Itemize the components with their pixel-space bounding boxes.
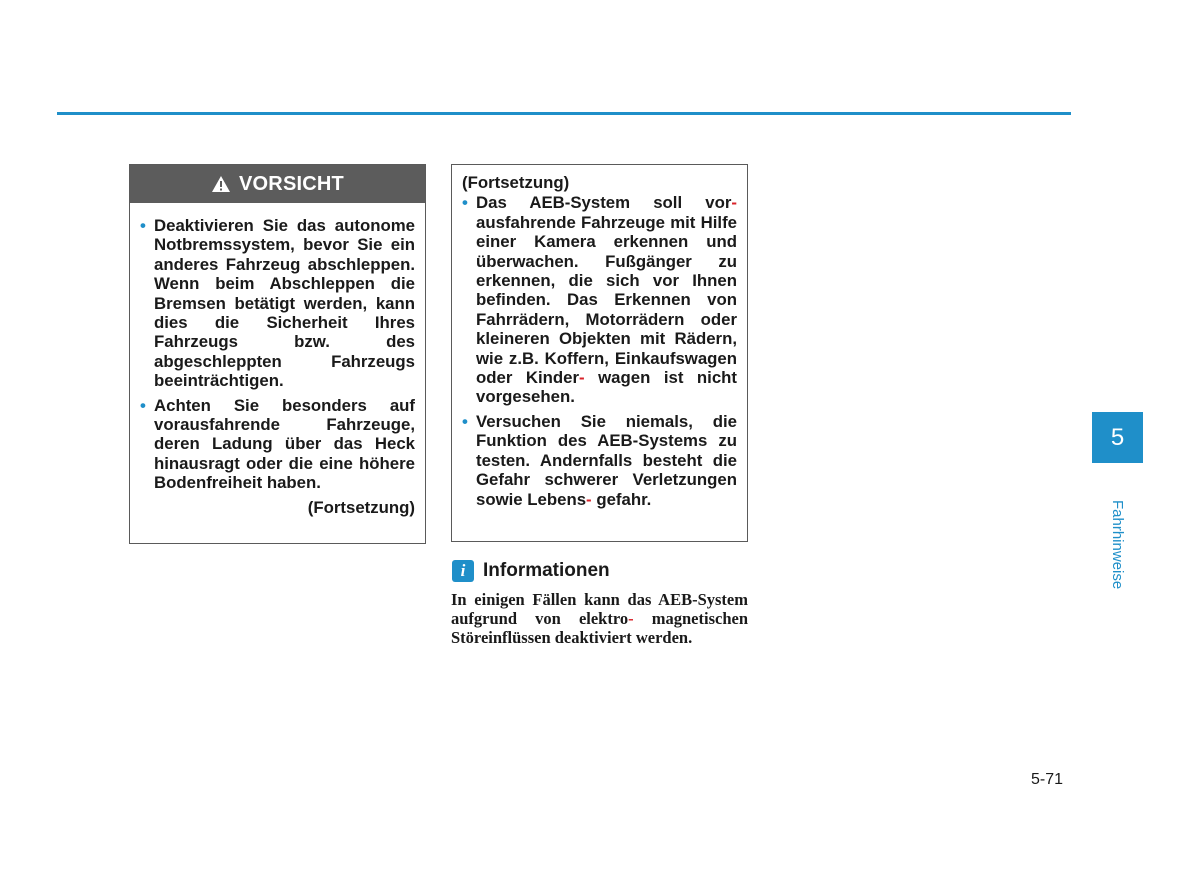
caution-body bbox=[130, 203, 425, 517]
info-heading: Informationen bbox=[483, 560, 610, 581]
hyphen-mark: - bbox=[579, 368, 585, 388]
continuation-label: (Fortsetzung) bbox=[462, 173, 570, 192]
text-segment: ausfahrende Fahrzeuge mit Hilfe einer Kamera erkennen und überwachen. Fußgänger zu erkennen, die sich vor Ihnen befinden. Das Erkennen von Fahrrädern, Motorrädern oder kleineren Objekten mit Rädern, wie z.B. Koffern, Einkaufswagen oder Kinder bbox=[476, 212, 737, 388]
text-segment: magnetischen Störeinflüssen deaktiviert werden. bbox=[451, 609, 748, 648]
continuation-box bbox=[451, 164, 748, 542]
caution-list bbox=[130, 216, 425, 493]
continuation-list bbox=[452, 193, 747, 509]
text-segment: In einigen Fällen kann das AEB-System aufgrund von elektro bbox=[451, 590, 748, 629]
caution-title: VORSICHT bbox=[239, 172, 344, 195]
bullet-icon: • bbox=[140, 216, 146, 235]
caution-item-text: Deaktivieren Sie das autonome Notbremssystem, bevor Sie ein anderes Fahrzeug abschleppen. Wenn beim Abschleppen die Bremsen betätigt werden, kann dies die Sicherheit Ihres Fahrzeugs bzw. des abgeschleppten Fahrzeugs beeinträchtigen. bbox=[154, 216, 415, 391]
continued-label: (Fortsetzung) bbox=[307, 497, 415, 517]
caution-item-text: Achten Sie besonders auf vorausfahrende Fahrzeuge, deren Ladung über das Heck hinausragt oder die eine höhere Bodenfreiheit haben. bbox=[154, 395, 415, 493]
bullet-icon: • bbox=[462, 193, 468, 213]
info-icon: i bbox=[452, 560, 474, 582]
caution-box bbox=[129, 164, 426, 544]
list-item bbox=[130, 216, 425, 391]
continuation-item-text bbox=[476, 193, 737, 406]
warning-triangle-icon bbox=[211, 175, 231, 193]
text-segment: wagen ist nicht vorgesehen. bbox=[476, 368, 737, 407]
info-title bbox=[452, 560, 610, 582]
text-segment: Das AEB-System soll vor bbox=[476, 193, 732, 213]
hyphen-mark: - bbox=[628, 609, 634, 629]
list-item bbox=[452, 193, 747, 406]
text-segment: Versuchen Sie niemals, die Funktion des AEB-Systems zu testen. Andernfalls besteht die Gefahr schwerer Verletzungen sowie Lebens bbox=[476, 411, 737, 509]
top-rule bbox=[57, 112, 1071, 115]
hyphen-mark: - bbox=[586, 489, 592, 509]
bullet-icon: • bbox=[462, 411, 468, 431]
text-segment: gefahr. bbox=[596, 489, 652, 509]
continuation-item-text bbox=[476, 412, 737, 509]
page-number: 5-71 bbox=[1031, 771, 1064, 788]
hyphen-mark: - bbox=[731, 193, 737, 213]
info-text bbox=[451, 590, 748, 648]
list-item bbox=[452, 412, 747, 509]
list-item bbox=[130, 396, 425, 493]
caution-header bbox=[130, 165, 425, 203]
chapter-tab: 5 bbox=[1092, 412, 1143, 463]
bullet-icon: • bbox=[140, 395, 146, 415]
chapter-label: Fahrhinweise bbox=[1109, 500, 1126, 590]
